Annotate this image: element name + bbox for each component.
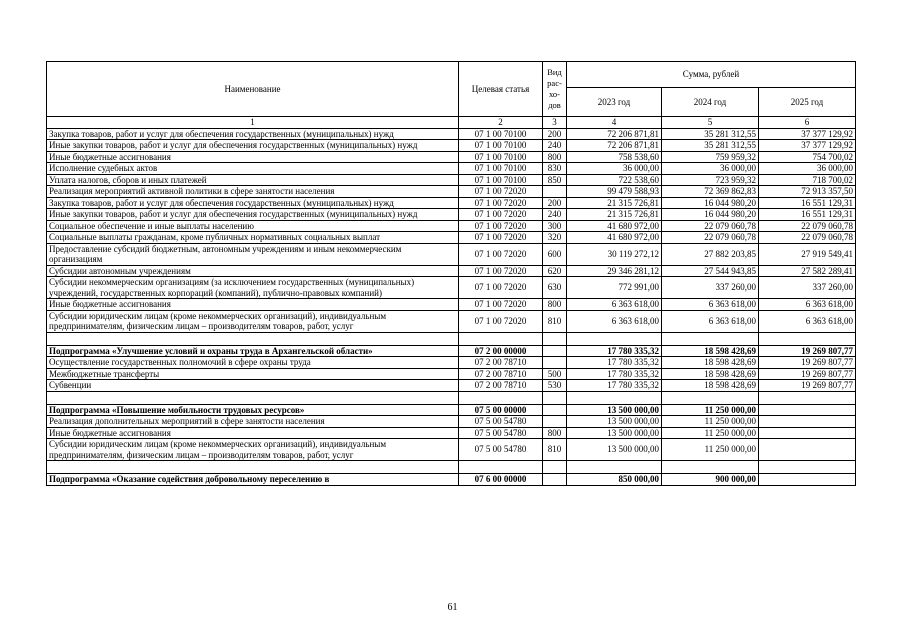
- row-target-article-cell: 07 1 00 70100: [459, 151, 543, 163]
- row-sum-2025-cell: [759, 427, 856, 439]
- row-name-cell: Подпрограмма «Улучшение условий и охраны труда в Архангельской области»: [47, 345, 459, 357]
- row-sum-2023-cell: 30 119 272,12: [567, 243, 662, 265]
- row-sum-2023-cell: 29 346 281,12: [567, 265, 662, 277]
- row-target-article-cell: 07 5 00 54780: [459, 416, 543, 428]
- row-target-article-cell: 07 2 00 78710: [459, 357, 543, 369]
- row-expense-type-cell: [543, 474, 567, 486]
- row-target-article-cell: 07 6 00 00000: [459, 474, 543, 486]
- row-target-article-cell: 07 1 00 72020: [459, 243, 543, 265]
- column-number: 5: [662, 117, 759, 129]
- row-name-cell: Субсидии юридическим лицам (кроме некоммерческих организаций), индивидуальным предпринимателям, физическим лицам – производителям товаров, работ, услуг: [47, 439, 459, 461]
- row-name-cell: Субсидии автономным учреждениям: [47, 265, 459, 277]
- row-sum-2023-cell: 41 680 972,00: [567, 220, 662, 232]
- row-name-cell: Реализация мероприятий активной политики в сфере занятости населения: [47, 186, 459, 198]
- row-sum-2023-cell: 72 206 871,81: [567, 128, 662, 140]
- row-expense-type-cell: 200: [543, 197, 567, 209]
- row-target-article-cell: 07 1 00 72020: [459, 232, 543, 244]
- row-sum-2025-cell: [759, 332, 856, 345]
- row-expense-type-cell: 800: [543, 299, 567, 311]
- table-row: [47, 474, 856, 486]
- table-row: [47, 345, 856, 357]
- table-body: [47, 128, 856, 485]
- row-sum-2025-cell: 718 700,02: [759, 174, 856, 186]
- row-sum-2024-cell: 11 250 000,00: [662, 404, 759, 416]
- row-sum-2024-cell: 72 369 862,83: [662, 186, 759, 198]
- row-sum-2025-cell: 22 079 060,78: [759, 220, 856, 232]
- row-sum-2023-cell: 72 206 871,81: [567, 140, 662, 152]
- row-name-cell: Исполнение судебных актов: [47, 163, 459, 175]
- row-sum-2023-cell: 6 363 618,00: [567, 299, 662, 311]
- budget-table: [46, 61, 856, 486]
- row-sum-2023-cell: 13 500 000,00: [567, 427, 662, 439]
- row-sum-2025-cell: 19 269 807,77: [759, 345, 856, 357]
- row-target-article-cell: 07 1 00 70100: [459, 174, 543, 186]
- table-row: [47, 186, 856, 198]
- row-sum-2024-cell: 16 044 980,20: [662, 209, 759, 221]
- row-sum-2024-cell: 18 598 428,69: [662, 357, 759, 369]
- row-sum-2023-cell: 850 000,00: [567, 474, 662, 486]
- row-name-cell: [47, 332, 459, 345]
- table-row: [47, 310, 856, 332]
- row-sum-2025-cell: 22 079 060,78: [759, 232, 856, 244]
- row-target-article-cell: 07 1 00 72020: [459, 265, 543, 277]
- row-sum-2023-cell: 21 315 726,81: [567, 209, 662, 221]
- row-expense-type-cell: 810: [543, 439, 567, 461]
- row-name-cell: Реализация дополнительных мероприятий в сфере занятости населения: [47, 416, 459, 428]
- row-name-cell: Межбюджетные трансферты: [47, 368, 459, 380]
- row-name-cell: Иные бюджетные ассигнования: [47, 151, 459, 163]
- row-target-article-cell: 07 5 00 54780: [459, 427, 543, 439]
- row-target-article-cell: 07 1 00 72020: [459, 186, 543, 198]
- row-sum-2025-cell: [759, 474, 856, 486]
- row-expense-type-cell: [543, 345, 567, 357]
- row-sum-2024-cell: 35 281 312,55: [662, 140, 759, 152]
- row-name-cell: Осуществление государственных полномочий в сфере охраны труда: [47, 357, 459, 369]
- row-sum-2024-cell: 16 044 980,20: [662, 197, 759, 209]
- table-row: [47, 380, 856, 392]
- header-expense-type: Вид рас-хо-дов: [543, 62, 567, 117]
- row-sum-2023-cell: 772 991,00: [567, 277, 662, 299]
- row-expense-type-cell: 800: [543, 427, 567, 439]
- row-expense-type-cell: 600: [543, 243, 567, 265]
- spacer-row: [47, 391, 856, 404]
- page-number: 61: [447, 602, 458, 613]
- table-row: [47, 265, 856, 277]
- row-expense-type-cell: 240: [543, 140, 567, 152]
- row-target-article-cell: [459, 332, 543, 345]
- row-sum-2023-cell: 722 538,60: [567, 174, 662, 186]
- row-sum-2025-cell: 37 377 129,92: [759, 128, 856, 140]
- row-target-article-cell: 07 1 00 72020: [459, 299, 543, 311]
- row-sum-2024-cell: 6 363 618,00: [662, 299, 759, 311]
- row-sum-2024-cell: 35 281 312,55: [662, 128, 759, 140]
- table-row: [47, 209, 856, 221]
- row-sum-2024-cell: 11 250 000,00: [662, 439, 759, 461]
- table-row: [47, 232, 856, 244]
- row-expense-type-cell: 240: [543, 209, 567, 221]
- row-sum-2024-cell: [662, 461, 759, 474]
- row-expense-type-cell: 850: [543, 174, 567, 186]
- row-name-cell: [47, 461, 459, 474]
- row-sum-2024-cell: [662, 332, 759, 345]
- table-row: [47, 174, 856, 186]
- column-number: 6: [759, 117, 856, 129]
- row-sum-2023-cell: 758 538,60: [567, 151, 662, 163]
- row-sum-2025-cell: 754 700,02: [759, 151, 856, 163]
- row-sum-2025-cell: 337 260,00: [759, 277, 856, 299]
- row-name-cell: [47, 391, 459, 404]
- table-row: [47, 357, 856, 369]
- row-sum-2025-cell: 19 269 807,77: [759, 368, 856, 380]
- table-row: [47, 163, 856, 175]
- row-target-article-cell: 07 2 00 78710: [459, 368, 543, 380]
- row-sum-2025-cell: [759, 461, 856, 474]
- row-sum-2025-cell: 6 363 618,00: [759, 310, 856, 332]
- row-name-cell: Закупка товаров, работ и услуг для обеспечения государственных (муниципальных) нужд: [47, 197, 459, 209]
- row-sum-2025-cell: 16 551 129,31: [759, 197, 856, 209]
- header-sum: Сумма, рублей: [567, 62, 856, 88]
- row-sum-2024-cell: 6 363 618,00: [662, 310, 759, 332]
- row-sum-2024-cell: 723 959,32: [662, 174, 759, 186]
- row-sum-2023-cell: 99 479 588,93: [567, 186, 662, 198]
- row-sum-2023-cell: 36 000,00: [567, 163, 662, 175]
- row-sum-2024-cell: 27 544 943,85: [662, 265, 759, 277]
- column-number: 1: [47, 117, 459, 129]
- row-expense-type-cell: [543, 186, 567, 198]
- row-name-cell: Субвенции: [47, 380, 459, 392]
- row-name-cell: Социальное обеспечение и иные выплаты населению: [47, 220, 459, 232]
- row-expense-type-cell: 320: [543, 232, 567, 244]
- table-row: [47, 220, 856, 232]
- row-sum-2025-cell: [759, 404, 856, 416]
- row-expense-type-cell: 200: [543, 128, 567, 140]
- row-sum-2024-cell: 11 250 000,00: [662, 416, 759, 428]
- row-sum-2025-cell: [759, 439, 856, 461]
- row-expense-type-cell: 810: [543, 310, 567, 332]
- row-expense-type-cell: 800: [543, 151, 567, 163]
- header-year-2025: 2025 год: [759, 88, 856, 117]
- header-name: Наименование: [47, 62, 459, 117]
- header-year-2023: 2023 год: [567, 88, 662, 117]
- row-sum-2024-cell: 11 250 000,00: [662, 427, 759, 439]
- table-row: [47, 416, 856, 428]
- row-name-cell: Субсидии юридическим лицам (кроме некоммерческих организаций), индивидуальным предпринимателям, физическим лицам – производителям товаров, работ, услуг: [47, 310, 459, 332]
- row-target-article-cell: [459, 461, 543, 474]
- row-expense-type-cell: [543, 332, 567, 345]
- row-sum-2024-cell: 22 079 060,78: [662, 232, 759, 244]
- row-target-article-cell: 07 2 00 78710: [459, 380, 543, 392]
- row-sum-2023-cell: 41 680 972,00: [567, 232, 662, 244]
- row-sum-2025-cell: [759, 416, 856, 428]
- header-target-article: Целевая статья: [459, 62, 543, 117]
- row-name-cell: Подпрограмма «Оказание содействия добровольному переселению в: [47, 474, 459, 486]
- row-expense-type-cell: [543, 404, 567, 416]
- spacer-row: [47, 332, 856, 345]
- table-row: [47, 151, 856, 163]
- row-sum-2023-cell: [567, 461, 662, 474]
- table-row: [47, 243, 856, 265]
- row-sum-2025-cell: 16 551 129,31: [759, 209, 856, 221]
- row-sum-2024-cell: 18 598 428,69: [662, 368, 759, 380]
- row-sum-2023-cell: 17 780 335,32: [567, 357, 662, 369]
- row-sum-2025-cell: 19 269 807,77: [759, 380, 856, 392]
- row-sum-2024-cell: 27 882 203,85: [662, 243, 759, 265]
- row-expense-type-cell: 620: [543, 265, 567, 277]
- column-number: 3: [543, 117, 567, 129]
- row-sum-2024-cell: 18 598 428,69: [662, 380, 759, 392]
- table-row: [47, 368, 856, 380]
- row-name-cell: Иные закупки товаров, работ и услуг для обеспечения государственных (муниципальных) нужд: [47, 209, 459, 221]
- row-sum-2024-cell: 900 000,00: [662, 474, 759, 486]
- row-sum-2024-cell: [662, 391, 759, 404]
- row-sum-2023-cell: 17 780 335,32: [567, 368, 662, 380]
- row-sum-2023-cell: [567, 391, 662, 404]
- table-row: [47, 439, 856, 461]
- row-name-cell: Закупка товаров, работ и услуг для обеспечения государственных (муниципальных) нужд: [47, 128, 459, 140]
- row-expense-type-cell: [543, 391, 567, 404]
- row-target-article-cell: 07 1 00 72020: [459, 277, 543, 299]
- row-name-cell: Иные закупки товаров, работ и услуг для обеспечения государственных (муниципальных) нужд: [47, 140, 459, 152]
- column-number: 2: [459, 117, 543, 129]
- column-number: 4: [567, 117, 662, 129]
- row-sum-2023-cell: [567, 332, 662, 345]
- row-name-cell: Иные бюджетные ассигнования: [47, 427, 459, 439]
- row-sum-2024-cell: 759 959,32: [662, 151, 759, 163]
- row-sum-2023-cell: 13 500 000,00: [567, 439, 662, 461]
- row-expense-type-cell: 500: [543, 368, 567, 380]
- row-target-article-cell: 07 5 00 54780: [459, 439, 543, 461]
- row-name-cell: Подпрограмма «Повышение мобильности трудовых ресурсов»: [47, 404, 459, 416]
- row-expense-type-cell: 630: [543, 277, 567, 299]
- row-expense-type-cell: 300: [543, 220, 567, 232]
- row-sum-2025-cell: 27 582 289,41: [759, 265, 856, 277]
- row-target-article-cell: 07 1 00 70100: [459, 140, 543, 152]
- row-name-cell: Уплата налогов, сборов и иных платежей: [47, 174, 459, 186]
- table-row: [47, 427, 856, 439]
- row-target-article-cell: 07 1 00 72020: [459, 197, 543, 209]
- row-expense-type-cell: [543, 357, 567, 369]
- row-sum-2025-cell: 19 269 807,77: [759, 357, 856, 369]
- row-sum-2023-cell: 6 363 618,00: [567, 310, 662, 332]
- row-target-article-cell: 07 2 00 00000: [459, 345, 543, 357]
- row-sum-2025-cell: 72 913 357,50: [759, 186, 856, 198]
- table-row: [47, 140, 856, 152]
- row-target-article-cell: 07 1 00 72020: [459, 220, 543, 232]
- row-sum-2024-cell: 36 000,00: [662, 163, 759, 175]
- row-target-article-cell: 07 1 00 72020: [459, 310, 543, 332]
- row-sum-2025-cell: 37 377 129,92: [759, 140, 856, 152]
- row-sum-2025-cell: 6 363 618,00: [759, 299, 856, 311]
- row-name-cell: Иные бюджетные ассигнования: [47, 299, 459, 311]
- row-target-article-cell: 07 1 00 72020: [459, 209, 543, 221]
- row-sum-2025-cell: [759, 391, 856, 404]
- table-row: [47, 299, 856, 311]
- row-target-article-cell: 07 1 00 70100: [459, 128, 543, 140]
- row-sum-2024-cell: 22 079 060,78: [662, 220, 759, 232]
- row-name-cell: Предоставление субсидий бюджетным, автономным учреждениям и иным некоммерческим организациям: [47, 243, 459, 265]
- row-expense-type-cell: 830: [543, 163, 567, 175]
- row-sum-2023-cell: 17 780 335,32: [567, 380, 662, 392]
- row-target-article-cell: 07 5 00 00000: [459, 404, 543, 416]
- row-expense-type-cell: [543, 416, 567, 428]
- spacer-row: [47, 461, 856, 474]
- row-sum-2025-cell: 27 919 549,41: [759, 243, 856, 265]
- row-name-cell: Субсидии некоммерческим организациям (за исключением государственных (муниципальных) учреждений, государственных корпораций (компаний), публично-правовых компаний): [47, 277, 459, 299]
- row-target-article-cell: [459, 391, 543, 404]
- row-expense-type-cell: [543, 461, 567, 474]
- row-sum-2023-cell: 21 315 726,81: [567, 197, 662, 209]
- table-row: [47, 128, 856, 140]
- header-year-2024: 2024 год: [662, 88, 759, 117]
- row-sum-2025-cell: 36 000,00: [759, 163, 856, 175]
- table-row: [47, 277, 856, 299]
- row-sum-2023-cell: 17 780 335,32: [567, 345, 662, 357]
- table-row: [47, 404, 856, 416]
- row-sum-2023-cell: 13 500 000,00: [567, 416, 662, 428]
- row-expense-type-cell: 530: [543, 380, 567, 392]
- row-name-cell: Социальные выплаты гражданам, кроме публичных нормативных социальных выплат: [47, 232, 459, 244]
- row-target-article-cell: 07 1 00 70100: [459, 163, 543, 175]
- row-sum-2024-cell: 337 260,00: [662, 277, 759, 299]
- row-sum-2024-cell: 18 598 428,69: [662, 345, 759, 357]
- row-sum-2023-cell: 13 500 000,00: [567, 404, 662, 416]
- table-row: [47, 197, 856, 209]
